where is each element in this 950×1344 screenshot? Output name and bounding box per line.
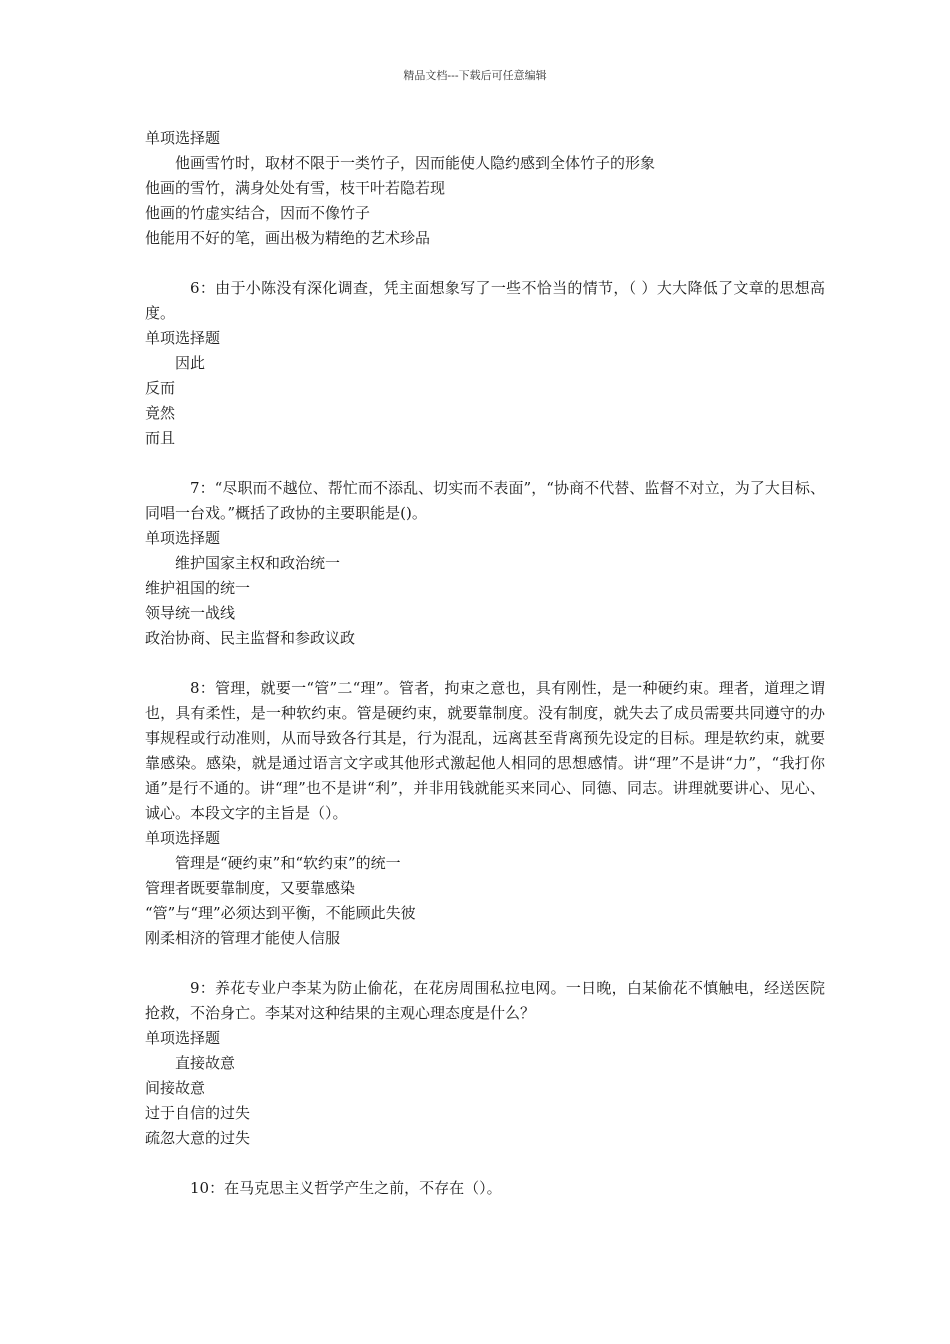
option-a: 他画雪竹时，取材不限于一类竹子，因而能使人隐约感到全体竹子的形象 <box>175 154 656 172</box>
option-d: 政治协商、民主监督和参政议政 <box>145 629 356 647</box>
option-c: 过于自信的过失 <box>145 1104 251 1122</box>
option-d: 而且 <box>145 429 176 447</box>
question-block <box>145 276 825 451</box>
question-block <box>145 126 825 251</box>
option-d: 疏忽大意的过失 <box>145 1129 251 1147</box>
option-d: 刚柔相济的管理才能使人信服 <box>145 929 341 947</box>
option-b: 间接故意 <box>145 1079 206 1097</box>
option-a: 维护国家主权和政治统一 <box>175 554 341 572</box>
option-b: 他画的雪竹，满身处处有雪，枝干叶若隐若现 <box>145 179 446 197</box>
question-block <box>145 676 825 951</box>
question-stem: 8：管理，就要一“管”二“理”。管者，拘束之意也，具有刚性，是一种硬约束。理者，道理之谓也，具有柔性，是一种软约束。管是硬约束，就要靠制度。没有制度，就失去了成员需要共同遵守的办事规程或行动准则，从而导致各行其是，行为混乱，远离甚至背离预先设定的目标。理是软约束，就要靠感染。感染，就是通过语言文字或其他形式激起他人相同的思想感情。讲“理”不是讲“力”，“我打你通”是行不通的。讲“理”也不是讲“利”，并非用钱就能买来同心、同德、同志。讲理就要讲心、见心、诚心。本段文字的主旨是（）。 <box>145 679 825 822</box>
option-b: 反而 <box>145 379 176 397</box>
option-b: 管理者既要靠制度，又要靠感染 <box>145 879 356 897</box>
question-list <box>145 126 825 1201</box>
option-b: 维护祖国的统一 <box>145 579 251 597</box>
option-c: 他画的竹虚实结合，因而不像竹子 <box>145 204 371 222</box>
page-header: 精品文档---下载后可任意编辑 <box>403 69 547 82</box>
question-stem: 7：“尽职而不越位、帮忙而不添乱、切实而不表面”，“协商不代替、监督不对立，为了大目标、同唱一台戏。”概括了政协的主要职能是()。 <box>145 479 825 522</box>
option-c: 竟然 <box>145 404 176 422</box>
option-a: 管理是“硬约束”和“软约束”的统一 <box>175 854 401 872</box>
question-type: 单项选择题 <box>145 1029 221 1047</box>
question-block <box>145 976 825 1151</box>
option-c: “管”与“理”必须达到平衡，不能顾此失彼 <box>145 904 416 922</box>
question-type: 单项选择题 <box>145 529 221 547</box>
question-type: 单项选择题 <box>145 829 221 847</box>
option-a: 直接故意 <box>175 1054 236 1072</box>
option-c: 领导统一战线 <box>145 604 236 622</box>
question-stem: 6：由于小陈没有深化调查，凭主面想象写了一些不恰当的情节，（ ）大大降低了文章的思想高度。 <box>145 279 825 322</box>
question-block <box>145 1176 825 1201</box>
option-a: 因此 <box>175 354 206 372</box>
question-block <box>145 476 825 651</box>
question-type: 单项选择题 <box>145 129 221 147</box>
question-stem: 9：养花专业户李某为防止偷花，在花房周围私拉电网。一日晚，白某偷花不慎触电，经送医院抢救，不治身亡。李某对这种结果的主观心理态度是什么？ <box>145 979 825 1022</box>
option-d: 他能用不好的笔，画出极为精绝的艺术珍品 <box>145 229 431 247</box>
question-stem: 10：在马克思主义哲学产生之前，不存在（）。 <box>190 1179 502 1197</box>
question-type: 单项选择题 <box>145 329 221 347</box>
